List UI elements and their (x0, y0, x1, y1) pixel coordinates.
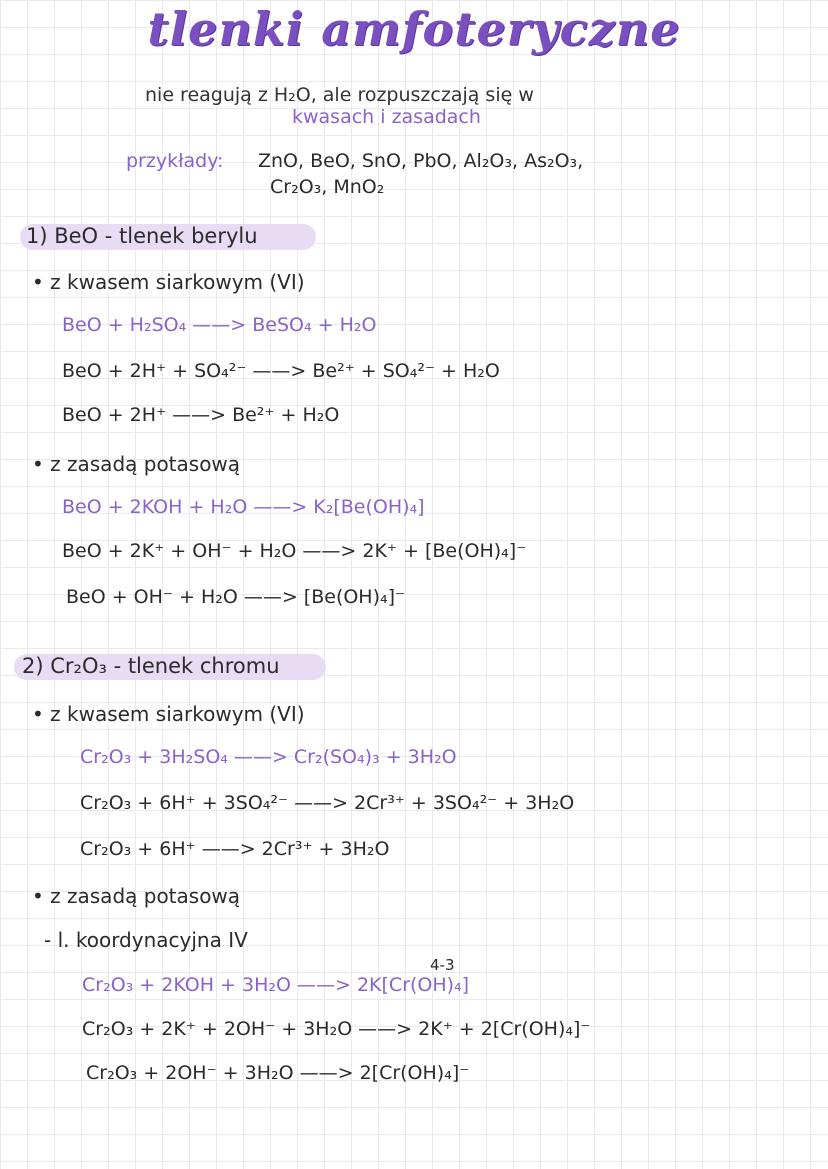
section-1-base-eq-2: BeO + 2K⁺ + OH⁻ + H₂O ——> 2K⁺ + [Be(OH)₄]⁻ (62, 540, 527, 562)
section-2-base-eq-1: Cr₂O₃ + 2KOH + 3H₂O ——> 2K[Cr(OH)₄] (82, 974, 470, 996)
section-1-heading: 1) BeO - tlenek berylu (26, 224, 258, 248)
section-1-base-eq-1: BeO + 2KOH + H₂O ——> K₂[Be(OH)₄] (62, 496, 425, 518)
examples-line-1: ZnO, BeO, SnO, PbO, Al₂O₃, As₂O₃, (258, 150, 584, 172)
intro-line-1: nie reagują z H₂O, ale rozpuszczają się w (145, 84, 534, 106)
examples-line-2: Cr₂O₃, MnO₂ (270, 176, 385, 198)
section-1-acid-bullet: • z kwasem siarkowym (VI) (32, 270, 305, 294)
section-1-acid-eq-1: BeO + H₂SO₄ ——> BeSO₄ + H₂O (62, 314, 377, 336)
section-2-acid-eq-1: Cr₂O₃ + 3H₂SO₄ ——> Cr₂(SO₄)₃ + 3H₂O (80, 746, 457, 768)
intro-line-2: kwasach i zasadach (292, 106, 481, 128)
section-2-base-eq-2: Cr₂O₃ + 2K⁺ + 2OH⁻ + 3H₂O ——> 2K⁺ + 2[Cr(OH)₄]⁻ (82, 1018, 591, 1040)
page-title: tlenki amfoteryczne (147, 2, 681, 56)
examples-label: przykłady: (126, 150, 224, 172)
section-2-base-bullet: • z zasadą potasową (32, 884, 241, 908)
section-2-base-eq-3: Cr₂O₃ + 2OH⁻ + 3H₂O ——> 2[Cr(OH)₄]⁻ (86, 1062, 470, 1084)
coordination-mark: 4-3 (430, 956, 455, 974)
section-2-acid-bullet: • z kwasem siarkowym (VI) (32, 702, 305, 726)
section-1-base-bullet: • z zasadą potasową (32, 452, 241, 476)
section-1-acid-eq-3: BeO + 2H⁺ ——> Be²⁺ + H₂O (62, 404, 340, 426)
section-2-heading: 2) Cr₂O₃ - tlenek chromu (22, 654, 280, 678)
section-1-base-eq-3: BeO + OH⁻ + H₂O ——> [Be(OH)₄]⁻ (66, 586, 406, 608)
section-2-coord-note: - l. koordynacyjna IV (44, 928, 248, 952)
section-2-acid-eq-2: Cr₂O₃ + 6H⁺ + 3SO₄²⁻ ——> 2Cr³⁺ + 3SO₄²⁻ + 3H₂O (80, 792, 575, 814)
section-1-acid-eq-2: BeO + 2H⁺ + SO₄²⁻ ——> Be²⁺ + SO₄²⁻ + H₂O (62, 360, 500, 382)
section-2-acid-eq-3: Cr₂O₃ + 6H⁺ ——> 2Cr³⁺ + 3H₂O (80, 838, 390, 860)
